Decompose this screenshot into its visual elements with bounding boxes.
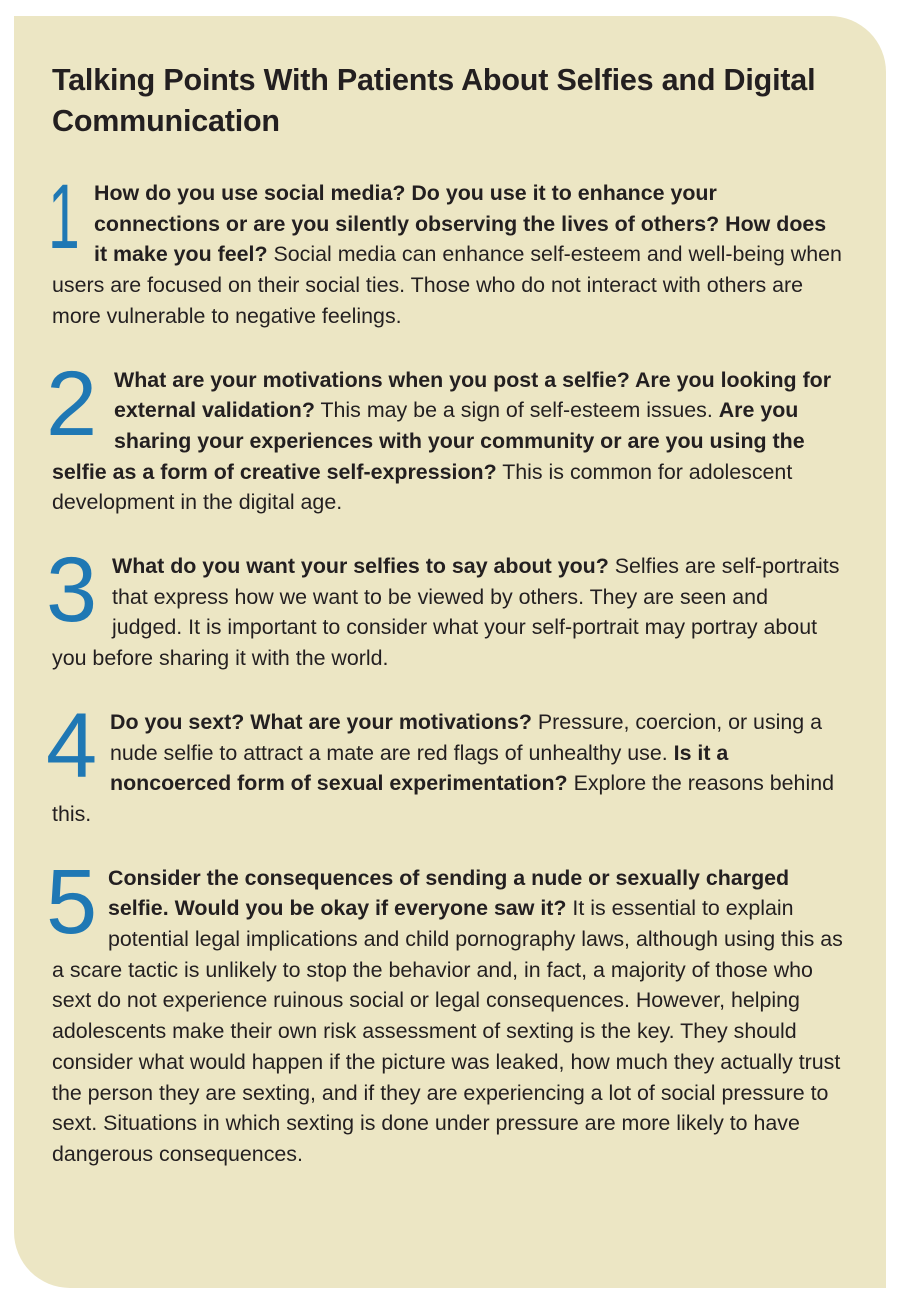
- point-number: 3: [46, 539, 98, 642]
- point-text: Social media can enhance self-esteem and well-being when users are focused on their social ties. Those who do not interact with others are more vulnerable to negative feelings.: [52, 242, 842, 328]
- point-number: 2: [46, 352, 98, 455]
- point-question-2: Is it a noncoerced form of sexual experimentation?: [110, 740, 729, 796]
- point-number: 5: [46, 850, 98, 953]
- panel-title: Talking Points With Patients About Selfies and Digital Communication: [52, 63, 816, 138]
- point-text-2: Explore the reasons behind this.: [52, 771, 834, 826]
- point-number: 4: [46, 694, 98, 797]
- point-question: What do you want your selfies to say about you?: [112, 554, 609, 579]
- point-question-2: Are you sharing your experiences with your community or are you using the selfie as a form of creative self-expression?: [52, 398, 805, 484]
- point-text: It is essential to explain potential legal implications and child pornography laws, although using this as a scare tactic is unlikely to stop the behavior and, in fact, a majority of those who sext do not experience ruinous social or legal consequences. However, helping adolescents make their own risk assessment of sexting is the key. They should consider what would happen if the picture was leaked, how much they actually trust the person they are sexting, and if they are experiencing a lot of social pressure to sext. Situations in which sexting is done under pressure are more likely to have dangerous consequences.: [52, 896, 843, 1166]
- point-text: This may be a sign of self-esteem issues.: [314, 398, 719, 423]
- point-question: Do you sext? What are your motivations?: [110, 709, 532, 734]
- point-number: 1: [48, 166, 80, 268]
- point-question: What are your motivations when you post a selfie? Are you looking for external validation?: [114, 367, 832, 423]
- talking-points-panel: [14, 16, 886, 1288]
- talking-point-1: [48, 166, 844, 332]
- talking-point-5: [46, 850, 844, 1170]
- point-text-2: This is common for adolescent development in the digital age.: [52, 459, 793, 515]
- talking-point-2: [46, 352, 844, 519]
- talking-point-3: [46, 539, 844, 674]
- point-text: Pressure, coercion, or using a nude selfie to attract a mate are red flags of unhealthy use.: [110, 709, 823, 765]
- point-text: Selfies are self-portraits that express how we want to be viewed by others. They are seen and judged. It is important to consider what your self-portrait may portray about you before sharing it with the world.: [52, 554, 840, 671]
- point-question: Consider the consequences of sending a nude or sexually charged selfie. Would you be okay if everyone saw it?: [108, 865, 790, 921]
- talking-point-4: [46, 694, 844, 830]
- point-question: How do you use social media? Do you use it to enhance your connections or are you silently observing the lives of others? How does it make you feel?: [94, 181, 827, 267]
